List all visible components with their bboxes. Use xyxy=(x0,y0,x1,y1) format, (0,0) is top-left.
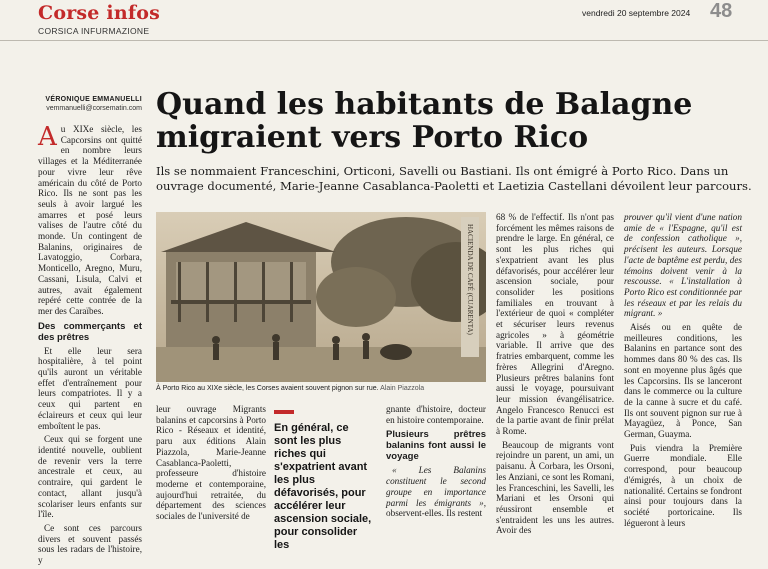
author-email: vemmanuelli@corsematin.com xyxy=(46,105,142,112)
column-4-paragraph: 68 % de l'effectif. Ils n'ont pas forcément les mêmes raisons de prendre le large. En général, ce sont les plus riches qui s'expatrient avant les plus défavorisés, pour accélérer leur ascension sociale, pour consolider les positions familiales en trouvant à l'extérieur de quoi « compléter et sécuriser leurs revenus agricoles » à géométrie variable. Il arrive que des fratries embarquent, comme les frères Allegrini d'Aregno. Plusieurs prêtres balanins font aussi le voyage, poursuivant leur mission évangélisatrice. Angelo Francesco Renucci est de la partie avant de finir prélat à Rome. xyxy=(496,212,614,437)
column-5-paragraph: Puis viendra la Première Guerre mondiale. Elle correspond, pour beaucoup d'émigrés, à un choix de nationalité. Certains se fondront ainsi pour toujours dans la société portoricaine. Ils légueront à leurs xyxy=(624,442,742,528)
column-1-paragraph: Ce sont ces parcours divers et souvent passés sous les radars de l'histoire, y xyxy=(38,522,142,566)
column-5-paragraph: prouver qu'il vient d'une nation amie de « l'Espagne, qu'il est de confession catholique », précisent les auteurs. Lorsque l'acte de baptême est perdu, des témoins doivent venir à la rescousse. « L'installation à Porto Rico est conditionnée par les réseaux et par les relais du migrant. » xyxy=(624,212,742,319)
column-1-paragraph: Ceux qui se forgent une identité nouvelle, oublient de revenir vers la terre ancestrale et ceux, au contraire, qui gardent le contact, allant jusqu'à scolariser leurs enfants sur l'île. xyxy=(38,434,142,520)
dropcap: A xyxy=(38,122,57,152)
article-column-1 xyxy=(38,124,142,569)
column-1-paragraph: Et elle leur sera hospitalière, à tel point qu'ils auront un véritable effet d'entraînement pour leurs compatriotes. Il y a ceux qui partent en éclaireurs et ceux qui leur emboîtent le pas. xyxy=(38,345,142,431)
author-name: VÉRONIQUE EMMANUELLI xyxy=(45,96,142,103)
issue-date: vendredi 20 septembre 2024 xyxy=(582,8,691,18)
article-column-4 xyxy=(496,212,614,539)
article-column-2 xyxy=(156,404,266,525)
photo-caption xyxy=(156,385,486,392)
brand-subtitle: CORSICA INFURMAZIONE xyxy=(38,26,150,36)
photo-sign-text: HACIENDA DE CAFÉ (CUARENTA) xyxy=(466,224,474,335)
column-4-paragraph: Beaucoup de migrants vont rejoindre un parent, un ami, un paisanu. À Corbara, les Orsoni, les Anziani, ce sont les Romani, les Franceschini, les Savelli, les Mariani et les Orsoni qui réussiront ensemble et s'entraident les uns les autres. Avoir des xyxy=(496,439,614,536)
photo-credit: Alain Piazzola xyxy=(380,385,425,392)
subheading: Des commerçants et des prêtres xyxy=(38,320,142,343)
column-1-paragraph: A u XIXe siècle, les Capcorsins ont quitté en nombre leurs villages et la Méditerranée pour vivre leur rêve américain du côté de Porto Rico. Ils ne sont pas les seuls à avoir largué les amarres et posé leurs valises de l'autre côté du monde. Un contingent de Balanins, originaires de Lavatoggio, Corbara, Monticello, Aregno, Muru, Cassani, Lisula, Calvi et autres, avait également repéré cette contrée de la mer des Caraïbes. xyxy=(38,122,142,316)
column-2-paragraph: leur ouvrage Migrants balanins et capcorsins à Porto Rico - Réseaux et identité, paru aux éditions Alain Piazzola, Marie-Jeanne Casablanca-Paoletti, professeure d'histoire moderne et contemporaine, aujourd'hui retraitée, du département des sciences sociales de l'université de xyxy=(156,404,266,522)
brand-title: Corse infos xyxy=(38,2,160,24)
article-column-3 xyxy=(386,404,486,522)
subheading: Plusieurs prêtres balanins font aussi le voyage xyxy=(386,429,486,463)
caption-text: À Porto Rico au XIXe siècle, les Corses avaient souvent pignon sur rue. xyxy=(156,385,379,392)
page-header xyxy=(0,0,768,41)
article-column-5 xyxy=(624,212,742,531)
pullquote: En général, ce sont les plus riches qui s'expatrient avant les plus défavorisés, pour accélérer leur ascension sociale, pour consolider les xyxy=(274,422,372,551)
historical-photo xyxy=(156,212,486,382)
author-byline xyxy=(38,96,142,112)
column-3-quote: « Les Balanins constituent le second groupe en importance parmi les émigrants », observent-elles. Ils restent xyxy=(386,465,486,519)
article-lede: Ils se nommaient Franceschini, Orticoni, Savelli ou Bastiani. Ils ont émigré à Porto Rico. Dans un ouvrage documenté, Marie-Jeanne Casablanca-Paoletti et Laetizia Castellani dévoilent leur parcours. xyxy=(156,164,752,193)
pullquote-rule xyxy=(274,410,294,414)
column-3-paragraph: gnante d'histoire, docteur en histoire contemporaine. xyxy=(386,404,486,425)
article-headline: Quand les habitants de Balagne migraient vers Porto Rico xyxy=(156,87,693,155)
column-5-paragraph: Aisés ou en quête de meilleures conditions, les Balanins en partance sont des hommes dans 80 % des cas. Ils sont en moyenne plus âgés que les Capcorsins. Ils se lanceront dans le commerce ou la culture de la canne à sucre et du café. Ils ont souvent pignon sur rue à Mayagüez, à Ponce, San German, Guayma. xyxy=(624,322,742,440)
page-number: 48 xyxy=(710,0,733,22)
